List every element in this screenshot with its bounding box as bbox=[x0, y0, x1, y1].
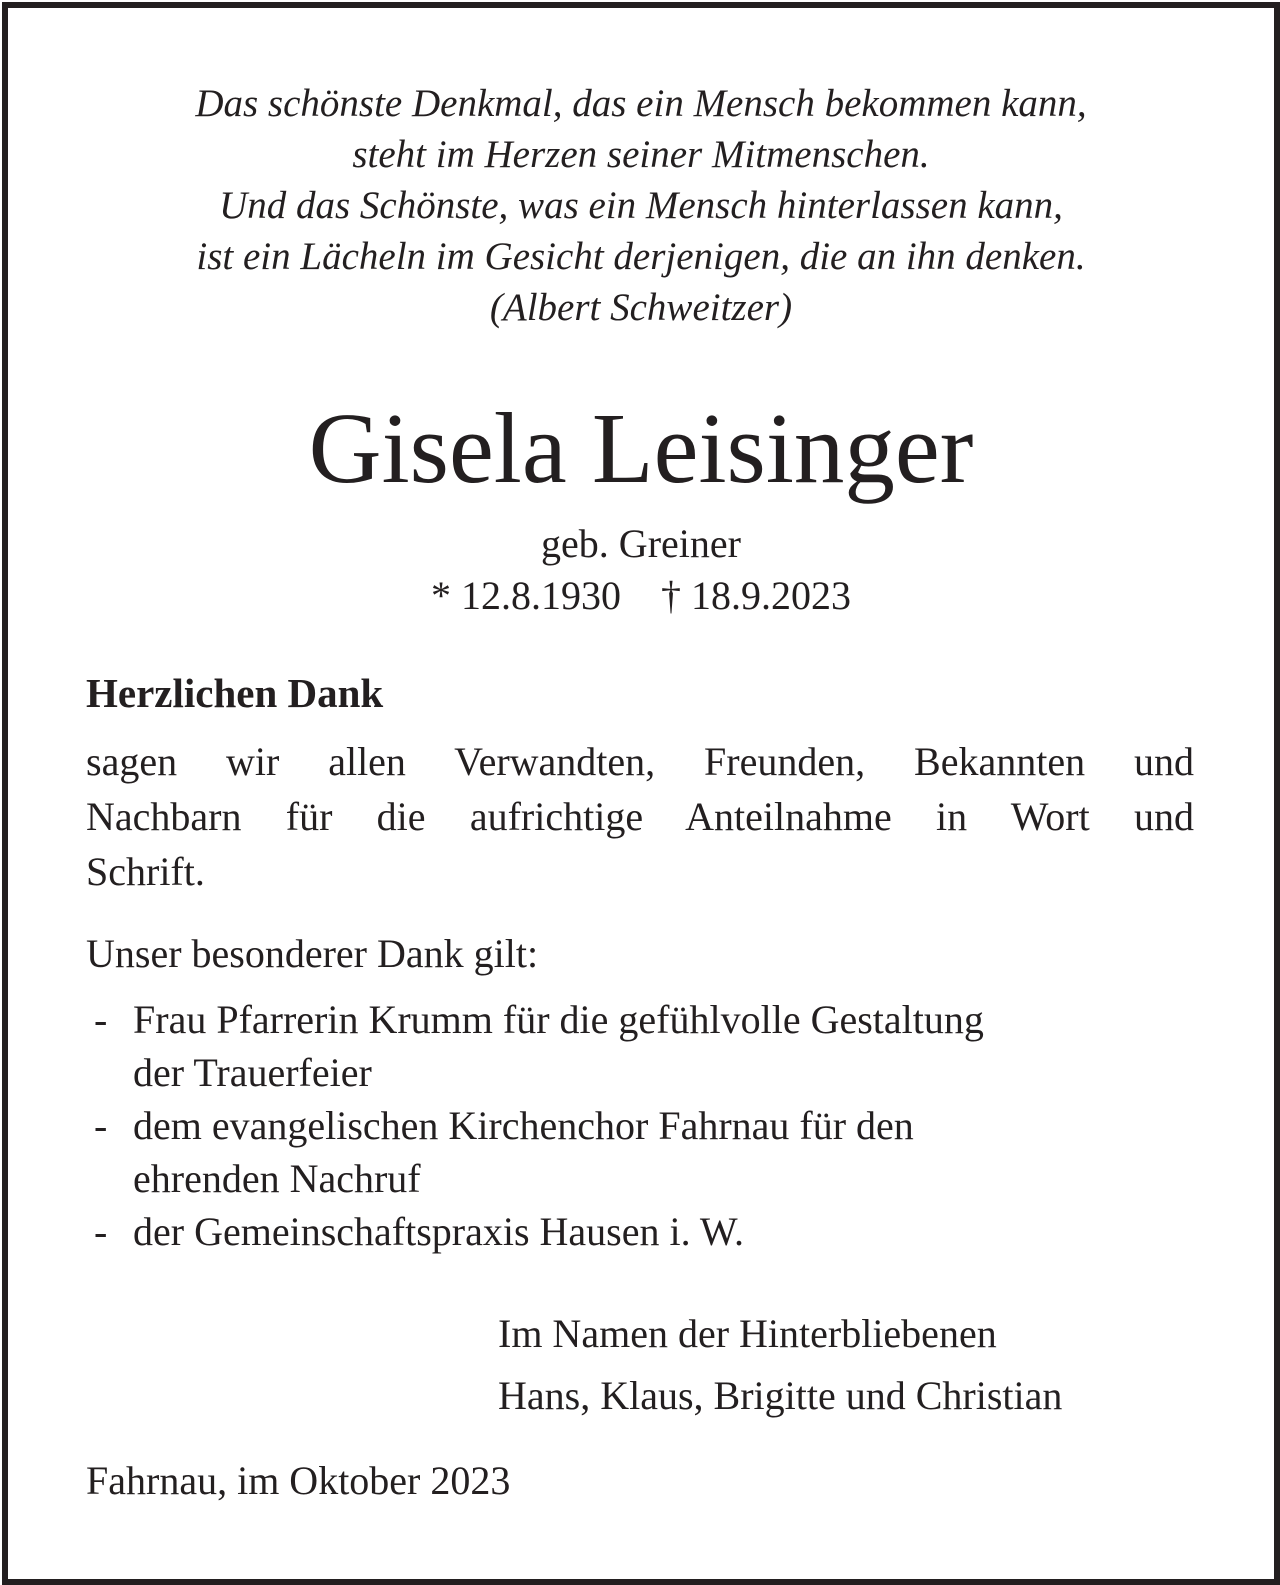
quote-line: Das schönste Denkmal, das ein Mensch bekommen kann, bbox=[195, 82, 1087, 125]
list-dash: - bbox=[94, 1103, 108, 1148]
quote-line: ist ein Lächeln im Gesicht derjenigen, die an ihn denken. bbox=[196, 235, 1086, 278]
list-item bbox=[86, 993, 1206, 1099]
place-date: Fahrnau, im Oktober 2023 bbox=[86, 1458, 511, 1503]
list-item-line: dem evangelischen Kirchenchor Fahrnau für den bbox=[133, 1103, 914, 1148]
list-item bbox=[86, 1205, 1206, 1258]
quote-line: steht im Herzen seiner Mitmenschen. bbox=[352, 133, 930, 176]
list-item-line: der Gemeinschaftspraxis Hausen i. W. bbox=[133, 1209, 744, 1254]
thanks-heading: Herzlichen Dank bbox=[86, 670, 384, 716]
signoff-line: Im Namen der Hinterbliebenen bbox=[498, 1311, 997, 1356]
thanks-body-line: Schrift. bbox=[86, 849, 205, 894]
thanks-body bbox=[86, 734, 1194, 899]
list-item-line: der Trauerfeier bbox=[133, 1050, 372, 1095]
life-dates: * 12.8.1930 † 18.9.2023 bbox=[431, 573, 851, 618]
list-item bbox=[86, 1099, 1206, 1205]
maiden-name: geb. Greiner bbox=[541, 521, 741, 566]
list-dash: - bbox=[94, 1209, 108, 1254]
quote-line: Und das Schönste, was ein Mensch hinterlassen kann, bbox=[219, 184, 1063, 227]
special-thanks-intro: Unser besonderer Dank gilt: bbox=[86, 931, 539, 976]
special-thanks-list bbox=[86, 993, 1206, 1258]
obituary-notice bbox=[8, 8, 1274, 1579]
thanks-body-line: sagen wir allen Verwandten, Freunden, Bekannten und bbox=[86, 739, 1194, 784]
notice-frame bbox=[2, 2, 1280, 1585]
list-item-line: ehrenden Nachruf bbox=[133, 1156, 421, 1201]
thanks-body-line: Nachbarn für die aufrichtige Anteilnahme in Wort und bbox=[86, 794, 1194, 839]
signoff-names: Hans, Klaus, Brigitte und Christian bbox=[498, 1373, 1063, 1418]
list-item-line: Frau Pfarrerin Krumm für die gefühlvolle Gestaltung bbox=[133, 997, 984, 1042]
deceased-name: Gisela Leisinger bbox=[308, 392, 974, 504]
memorial-quote bbox=[8, 78, 1274, 333]
signoff bbox=[498, 1303, 1062, 1427]
list-dash: - bbox=[94, 997, 108, 1042]
quote-author: (Albert Schweitzer) bbox=[489, 286, 793, 329]
